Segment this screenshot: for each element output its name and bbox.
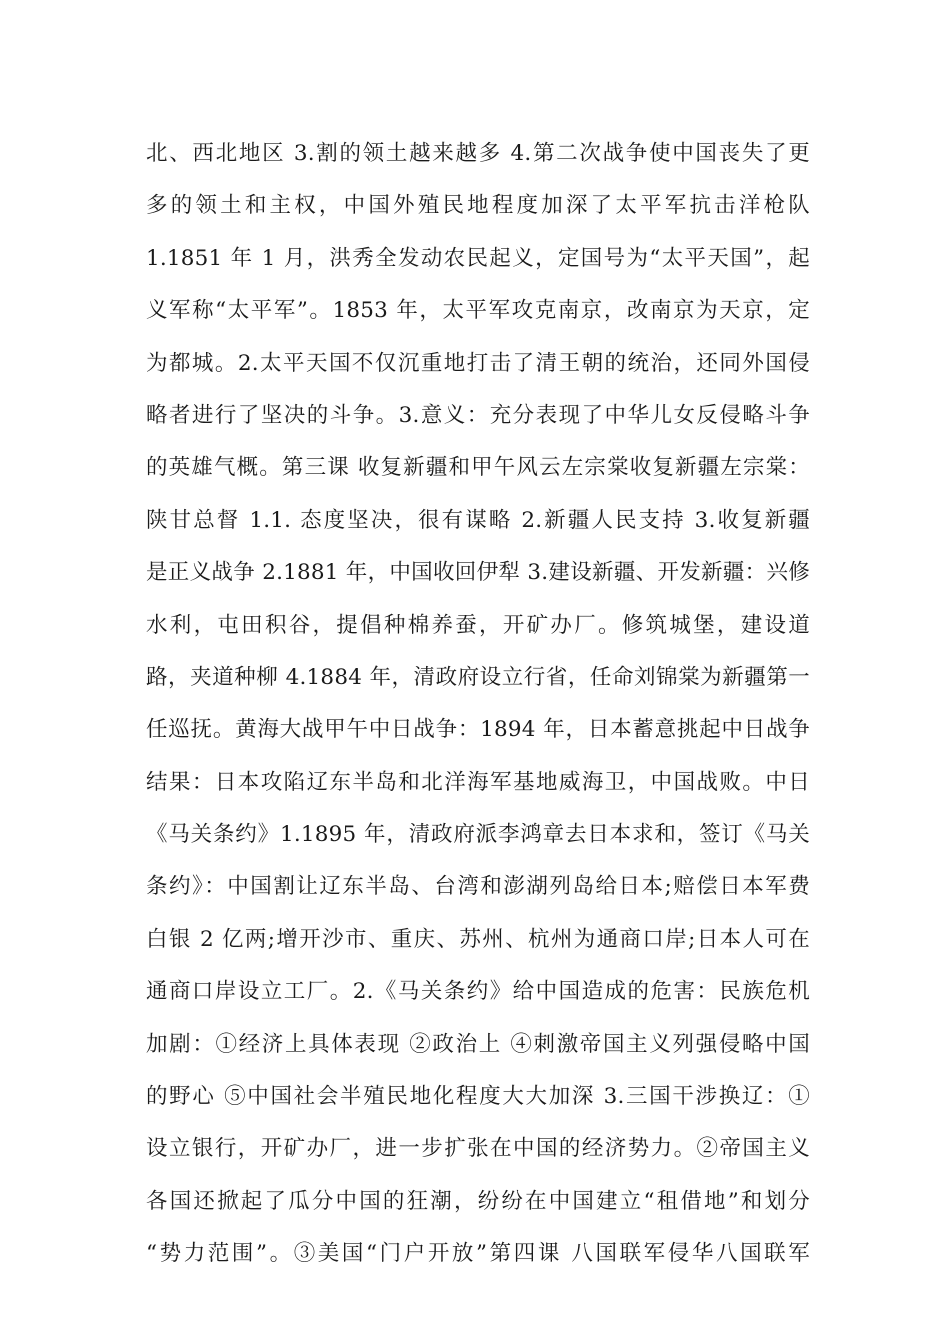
body-text: [146, 128, 810, 1281]
text-line: 水利，屯田积谷，提倡种棉养蚕，开矿办厂。修筑城堡，建设道: [146, 612, 810, 638]
text-line: 是正义战争 2.1881 年，中国收回伊犁 3.建设新疆、开发新疆：兴修: [146, 560, 810, 586]
text-line: 的英雄气概。第三课 收复新疆和甲午风云左宗棠收复新疆左宗棠：: [146, 455, 810, 481]
text-line: 条约》：中国割让辽东半岛、台湾和澎湖列岛给日本;赔偿日本军费: [146, 874, 810, 900]
text-line: 通商口岸设立工厂。2.《马关条约》给中国造成的危害：民族危机: [146, 979, 810, 1005]
text-line: 为都城。2.太平天国不仅沉重地打击了清王朝的统治，还同外国侵: [146, 350, 810, 376]
text-line: 北、西北地区 3.割的领土越来越多 4.第二次战争使中国丧失了更: [146, 141, 810, 166]
text-line: 陕甘总督 1.1. 态度坚决，很有谋略 2.新疆人民支持 3.收复新疆: [146, 507, 810, 533]
text-line: 义军称“太平军”。1853 年，太平军攻克南京，改南京为天京，定: [146, 298, 810, 324]
text-line: 《马关条约》1.1895 年，清政府派李鸿章去日本求和，签订《马关: [146, 822, 810, 848]
text-line: 结果：日本攻陷辽东半岛和北洋海军基地威海卫，中国战败。中日: [146, 769, 810, 795]
text-line: 1.1851 年 1 月，洪秀全发动农民起义，定国号为“太平天国”，起: [146, 245, 810, 271]
text-line: 任巡抚。黄海大战甲午中日战争：1894 年，日本蓄意挑起中日战争: [146, 717, 810, 743]
text-line: 加剧：①经济上具体表现 ②政治上 ④刺激帝国主义列强侵略中国: [146, 1031, 810, 1057]
text-line: 多的领土和主权，中国外殖民地程度加深了太平军抗击洋枪队: [146, 193, 810, 219]
text-line: 白银 2 亿两;增开沙市、重庆、苏州、杭州为通商口岸;日本人可在: [146, 926, 810, 952]
text-line: “势力范围”。③美国“门户开放”第四课 八国联军侵华八国联军: [146, 1241, 810, 1267]
text-line: 路，夹道种柳 4.1884 年，清政府设立行省，任命刘锦棠为新疆第一: [146, 664, 810, 690]
text-line: 各国还掀起了瓜分中国的狂潮，纷纷在中国建立“租借地”和划分: [146, 1188, 810, 1214]
text-line: 设立银行，开矿办厂，进一步扩张在中国的经济势力。②帝国主义: [146, 1136, 810, 1162]
text-line: 略者进行了坚决的斗争。3.意义：充分表现了中华儿女反侵略斗争: [146, 402, 810, 428]
text-line: 的野心 ⑤中国社会半殖民地化程度大大加深 3.三国干涉换辽：①: [146, 1084, 810, 1110]
